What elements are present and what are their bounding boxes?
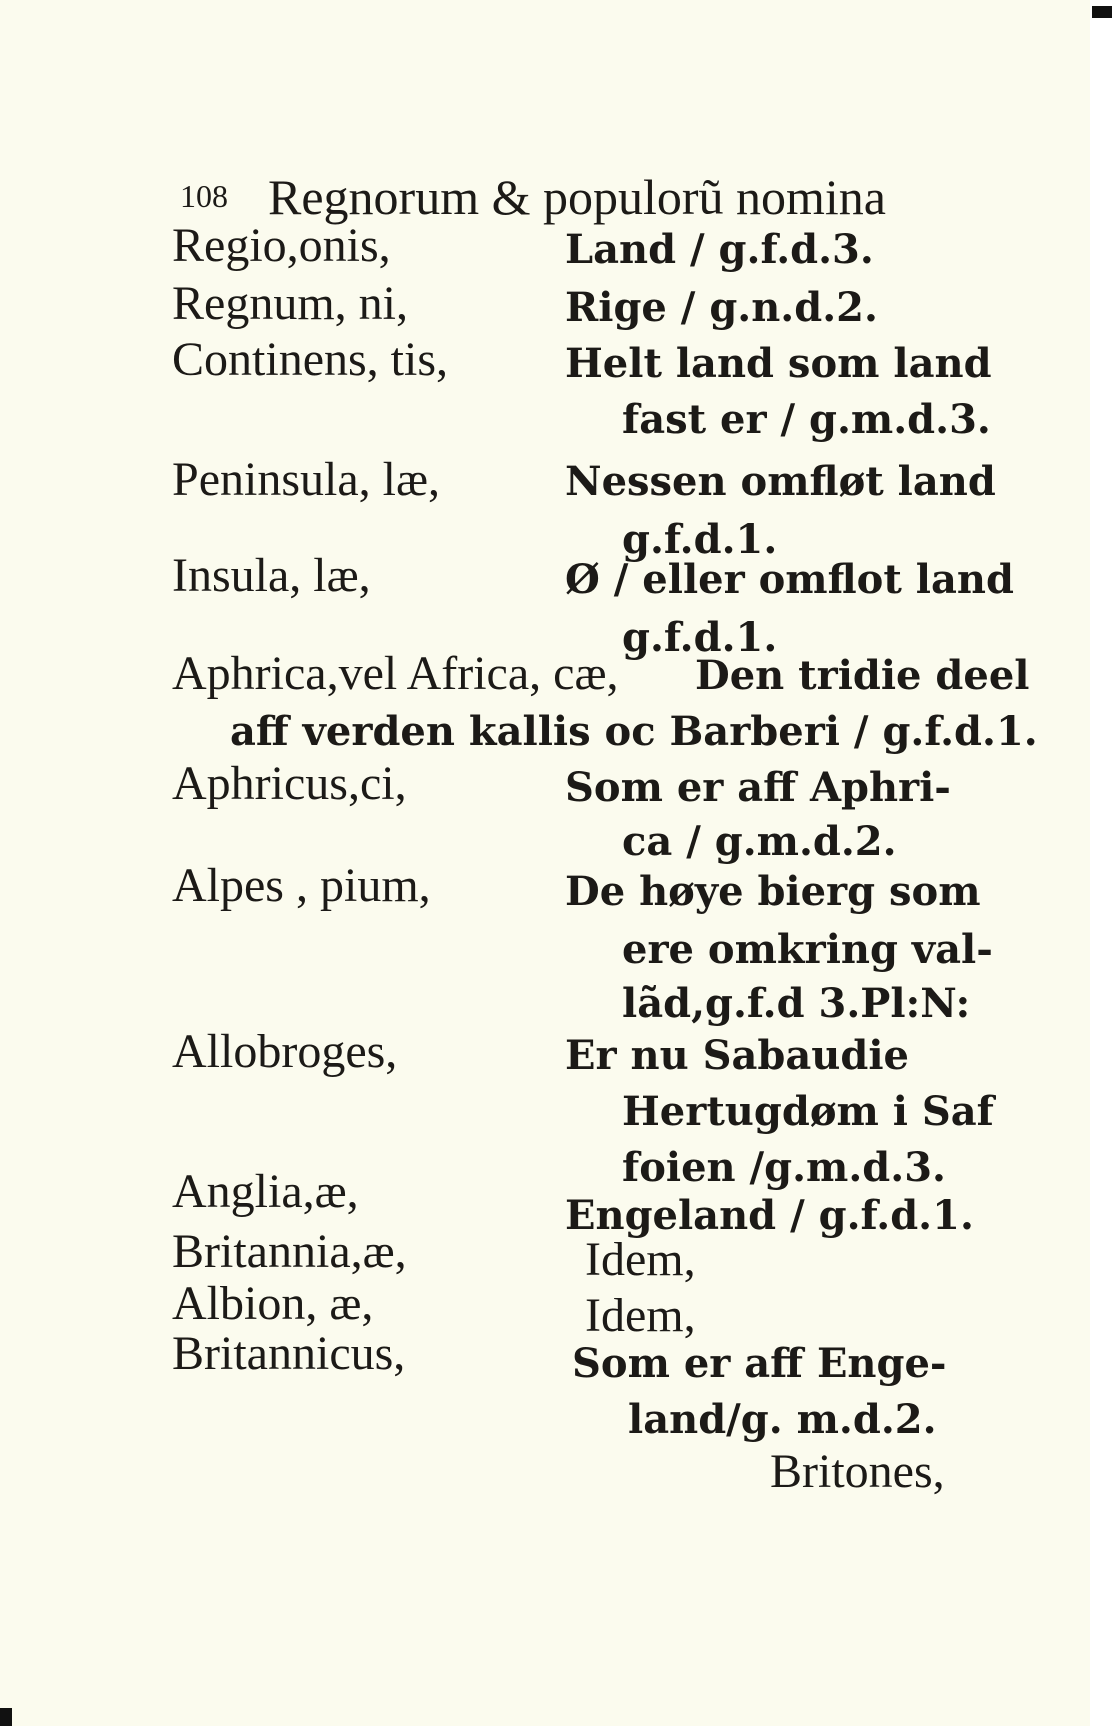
danish-gloss-continued: lãd,g.f.d 3.Pl:N: [622, 980, 971, 1027]
latin-term: Insula, læ, [172, 549, 371, 602]
danish-gloss: Engeland / g.f.d.1. [565, 1192, 974, 1239]
scan-border [1090, 0, 1112, 1726]
latin-term: Regio,onis, [172, 219, 391, 272]
danish-gloss-continued: land/g. m.d.2. [628, 1396, 937, 1443]
latin-term: Anglia,æ, [172, 1165, 359, 1218]
scan-crop-mark [1092, 6, 1112, 18]
danish-gloss: Som er aff Enge- [572, 1340, 947, 1387]
running-title: Regnorum & populorũ nomina [268, 169, 886, 225]
danish-gloss: Rige / g.n.d.2. [565, 284, 878, 331]
danish-gloss-continued: ca / g.m.d.2. [622, 818, 897, 865]
danish-gloss-continued: ere omkring val- [622, 926, 993, 973]
latin-term: Britannicus, [172, 1327, 406, 1380]
latin-term: Peninsula, læ, [172, 453, 441, 506]
danish-gloss-continued: foien /g.m.d.3. [622, 1144, 946, 1191]
latin-term: Allobroges, [172, 1025, 398, 1078]
danish-gloss-continued: Hertugdøm i Saf [622, 1088, 994, 1135]
latin-term: Britannia,æ, [172, 1225, 407, 1278]
latin-term: Albion, æ, [172, 1277, 374, 1330]
danish-gloss: Den tridie deel [695, 652, 1030, 699]
catchword: Britones, [770, 1445, 945, 1498]
danish-gloss: Idem, [585, 1289, 696, 1342]
danish-gloss: Idem, [585, 1233, 696, 1286]
latin-term: Continens, tis, [172, 333, 449, 386]
scan-crop-mark [0, 1708, 12, 1726]
danish-gloss: Land / g.f.d.3. [565, 226, 874, 273]
latin-term: Regnum, ni, [172, 277, 408, 330]
danish-gloss: Som er aff Aphri- [565, 764, 951, 811]
danish-gloss: Er nu Sabaudie [565, 1032, 909, 1079]
latin-term: Alpes , pium, [172, 859, 431, 912]
danish-gloss-continued: fast er / g.m.d.3. [622, 396, 991, 443]
latin-term: Aphrica,vel Africa, cæ, [172, 647, 619, 700]
danish-gloss: De høye bierg som [565, 868, 981, 915]
danish-gloss: Helt land som land [565, 340, 992, 387]
latin-term: Aphricus,ci, [172, 757, 407, 810]
danish-gloss-continued: g.f.d.1. [622, 614, 778, 661]
danish-gloss: Nessen omfløt land [565, 458, 996, 505]
danish-gloss: Ø / eller omflot land [565, 556, 1014, 603]
danish-gloss-continued: aff verden kallis oc Barberi / g.f.d.1. [230, 708, 1038, 755]
danish-gloss-continued: g.f.d.1. [622, 516, 778, 563]
page-number: 108 [180, 178, 228, 214]
